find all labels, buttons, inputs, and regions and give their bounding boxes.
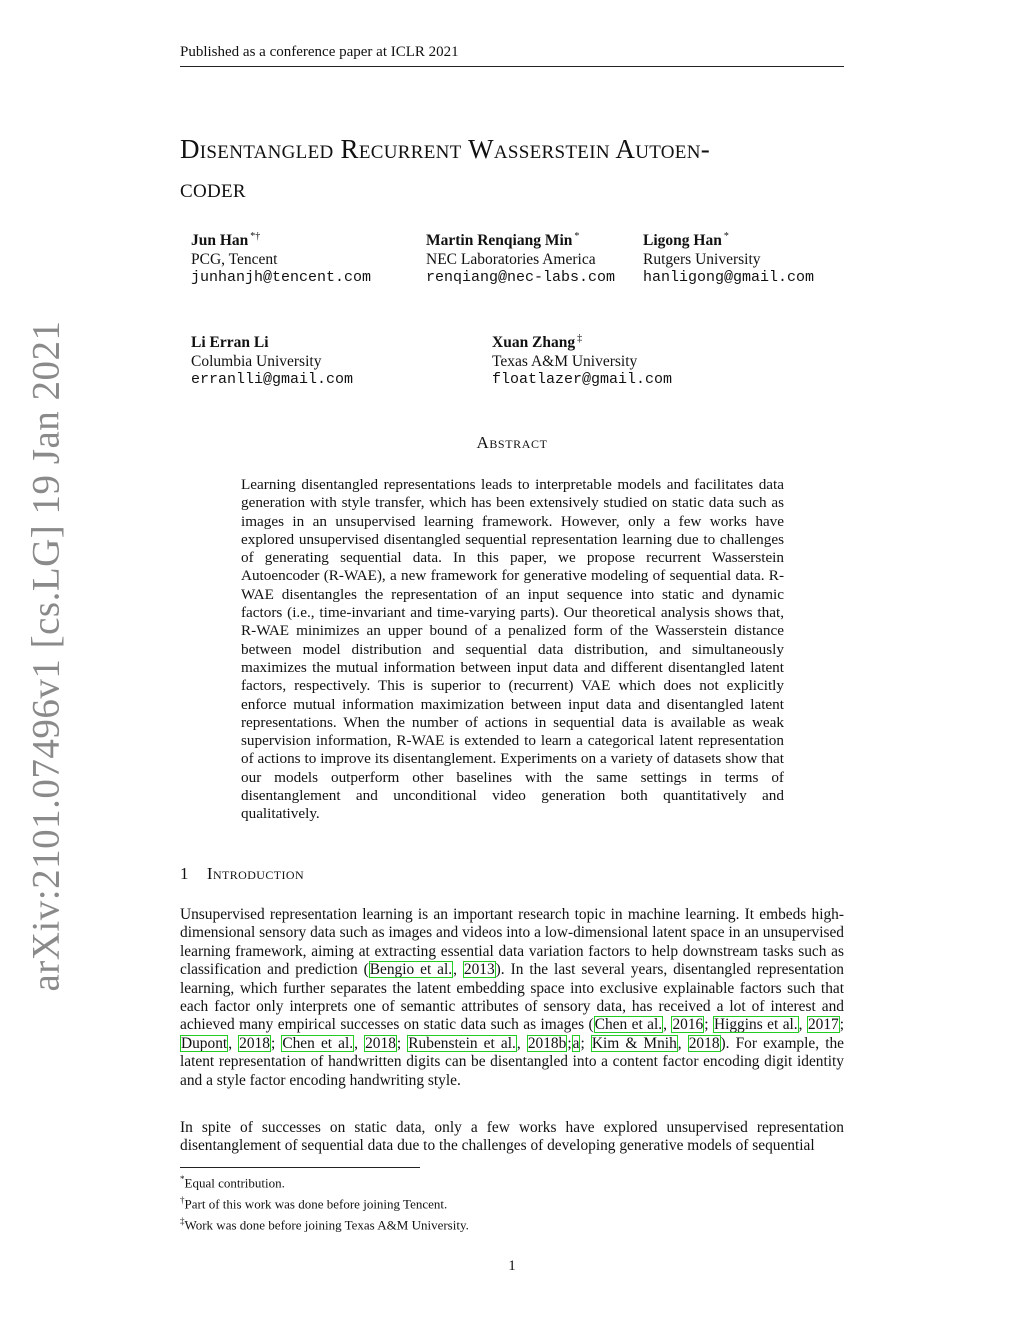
- citation-year-link[interactable]: 2018: [239, 1034, 270, 1052]
- citation-link[interactable]: Rubenstein et al.: [408, 1034, 516, 1052]
- citation-link[interactable]: Higgins et al.: [713, 1016, 798, 1034]
- author-block: [426, 228, 615, 288]
- author-block: [191, 330, 353, 390]
- author-name: Li Erran Li: [191, 334, 269, 352]
- author-block: [191, 228, 371, 288]
- abstract-text: Learning disentangled representations leads to interpretable models and facilitates data generation with style transfer, which has been extensively studied on static data such as images in an unsupervised learning framework. However, only a few works have explored unsupervised disentangled sequential representation learning due to challenges of generating sequential data. In this paper, we propose recurrent Wasserstein Autoencoder (R-WAE), a new framework for generative modeling of sequential data. R-WAE disentangles the representation of an input sequence into static and dynamic factors (i.e., time-invariant and time-varying parts). Our theoretical analysis shows that, R-WAE minimizes an upper bound of a penalized form of the Wasserstein distance between model distribution and sequential data distribution, and simultaneously maximizes the mutual information between input data and different disentangled latent factors, respectively. This is superior to (recurrent) VAE which does not explicitly enforce mutual information maximization between input data and disentangled latent representations. When the number of actions in sequential data is available as weak supervision information, R-WAE is extended to learn a categorical latent representation of actions to improve its disentanglement. Experiments on a variety of datasets show that our models outperform other baselines with the same settings in terms of disentanglement and unconditional video generation both quantitatively and qualitatively.: [241, 476, 784, 823]
- footnotes: [180, 1171, 840, 1233]
- author-email[interactable]: floatlazer@gmail.com: [492, 371, 673, 389]
- author-email[interactable]: hanligong@gmail.com: [643, 269, 815, 287]
- footnote: *Equal contribution.: [180, 1174, 285, 1191]
- citation-link[interactable]: Dupont: [181, 1034, 228, 1052]
- author-affiliation: Texas A&M University: [492, 352, 638, 370]
- intro-paragraph-1: Unsupervised representation learning is an important research topic in machine learning. It embeds high-dimensional sensory data such as images and videos into a low-dimensional latent space in an unsupervised learning framework, aiming at extracting essential data variation factors to help downstream tasks such as classification and prediction (Bengio et al., 2013). In the last several years, disentangled representation learning, which further separates the latent embedding space into exclusive explainable factors such that each factor only interprets one of semantic attributes of sensory data, has received a lot of interest and achieved many empirical successes on static data such as images (Chen et al., 2016; Higgins et al., 2017; Dupont, 2018; Chen et al., 2018; Rubenstein et al., 2018b;a; Kim & Mnih, 2018). For example, the latent representation of handwritten digits can be disentangled into a content factor encoding digit identity and a style factor encoding handwriting style.: [180, 906, 845, 1089]
- section-heading-introduction: [180, 864, 304, 884]
- citation-year-link[interactable]: 2013: [463, 961, 495, 979]
- citation-link[interactable]: Chen et al.: [594, 1016, 663, 1034]
- citation-link[interactable]: Bengio et al.: [369, 961, 453, 979]
- footnote: †Part of this work was done before joining Tencent.: [180, 1194, 448, 1212]
- section-title: Introduction: [206, 864, 305, 883]
- author-block: [643, 228, 814, 288]
- title-line-1: Disentangled Recurrent Wasserstein Autoen-: [180, 134, 711, 164]
- citation-year-link[interactable]: 2016: [672, 1016, 704, 1034]
- paper-title: [180, 130, 860, 208]
- intro-paragraph-2: In spite of successes on static data, only a few works have explored unsupervised representation disentanglement of sequential data due to the challenges of developing generative models of sequential: [180, 1119, 844, 1155]
- citation-year-link[interactable]: a: [572, 1034, 580, 1052]
- author-affiliation: Rutgers University: [643, 250, 761, 268]
- citation-link[interactable]: Chen et al.: [282, 1034, 354, 1052]
- abstract-heading: Abstract: [476, 433, 548, 452]
- citation-year-link[interactable]: 2018: [688, 1034, 720, 1052]
- citation-year-link[interactable]: 2018b: [527, 1034, 567, 1052]
- author-name: Xuan Zhang ‡: [492, 333, 583, 352]
- author-affiliation: NEC Laboratories America: [426, 250, 596, 268]
- author-block: [492, 330, 672, 390]
- author-affiliation: Columbia University: [191, 352, 322, 370]
- citation-year-link[interactable]: 2017: [807, 1016, 839, 1034]
- author-email[interactable]: renqiang@nec-labs.com: [426, 269, 616, 287]
- running-header: Published as a conference paper at ICLR 2021: [180, 44, 844, 67]
- author-affiliation: PCG, Tencent: [191, 250, 278, 268]
- author-name: Jun Han *†: [191, 231, 261, 250]
- author-name: Ligong Han *: [643, 231, 729, 250]
- author-email[interactable]: junhanjh@tencent.com: [191, 269, 372, 287]
- citation-year-link[interactable]: 2018: [365, 1034, 396, 1052]
- title-line-2: coder: [180, 173, 246, 203]
- citation-link[interactable]: Kim & Mnih: [591, 1034, 677, 1052]
- footnote-divider: [180, 1167, 420, 1168]
- author-email[interactable]: erranlli@gmail.com: [191, 371, 354, 389]
- section-number: 1: [180, 864, 189, 883]
- author-name: Martin Renqiang Min *: [426, 231, 580, 250]
- footnote: ‡Work was done before joining Texas A&M University.: [180, 1215, 469, 1232]
- page-number: 1: [508, 1258, 516, 1274]
